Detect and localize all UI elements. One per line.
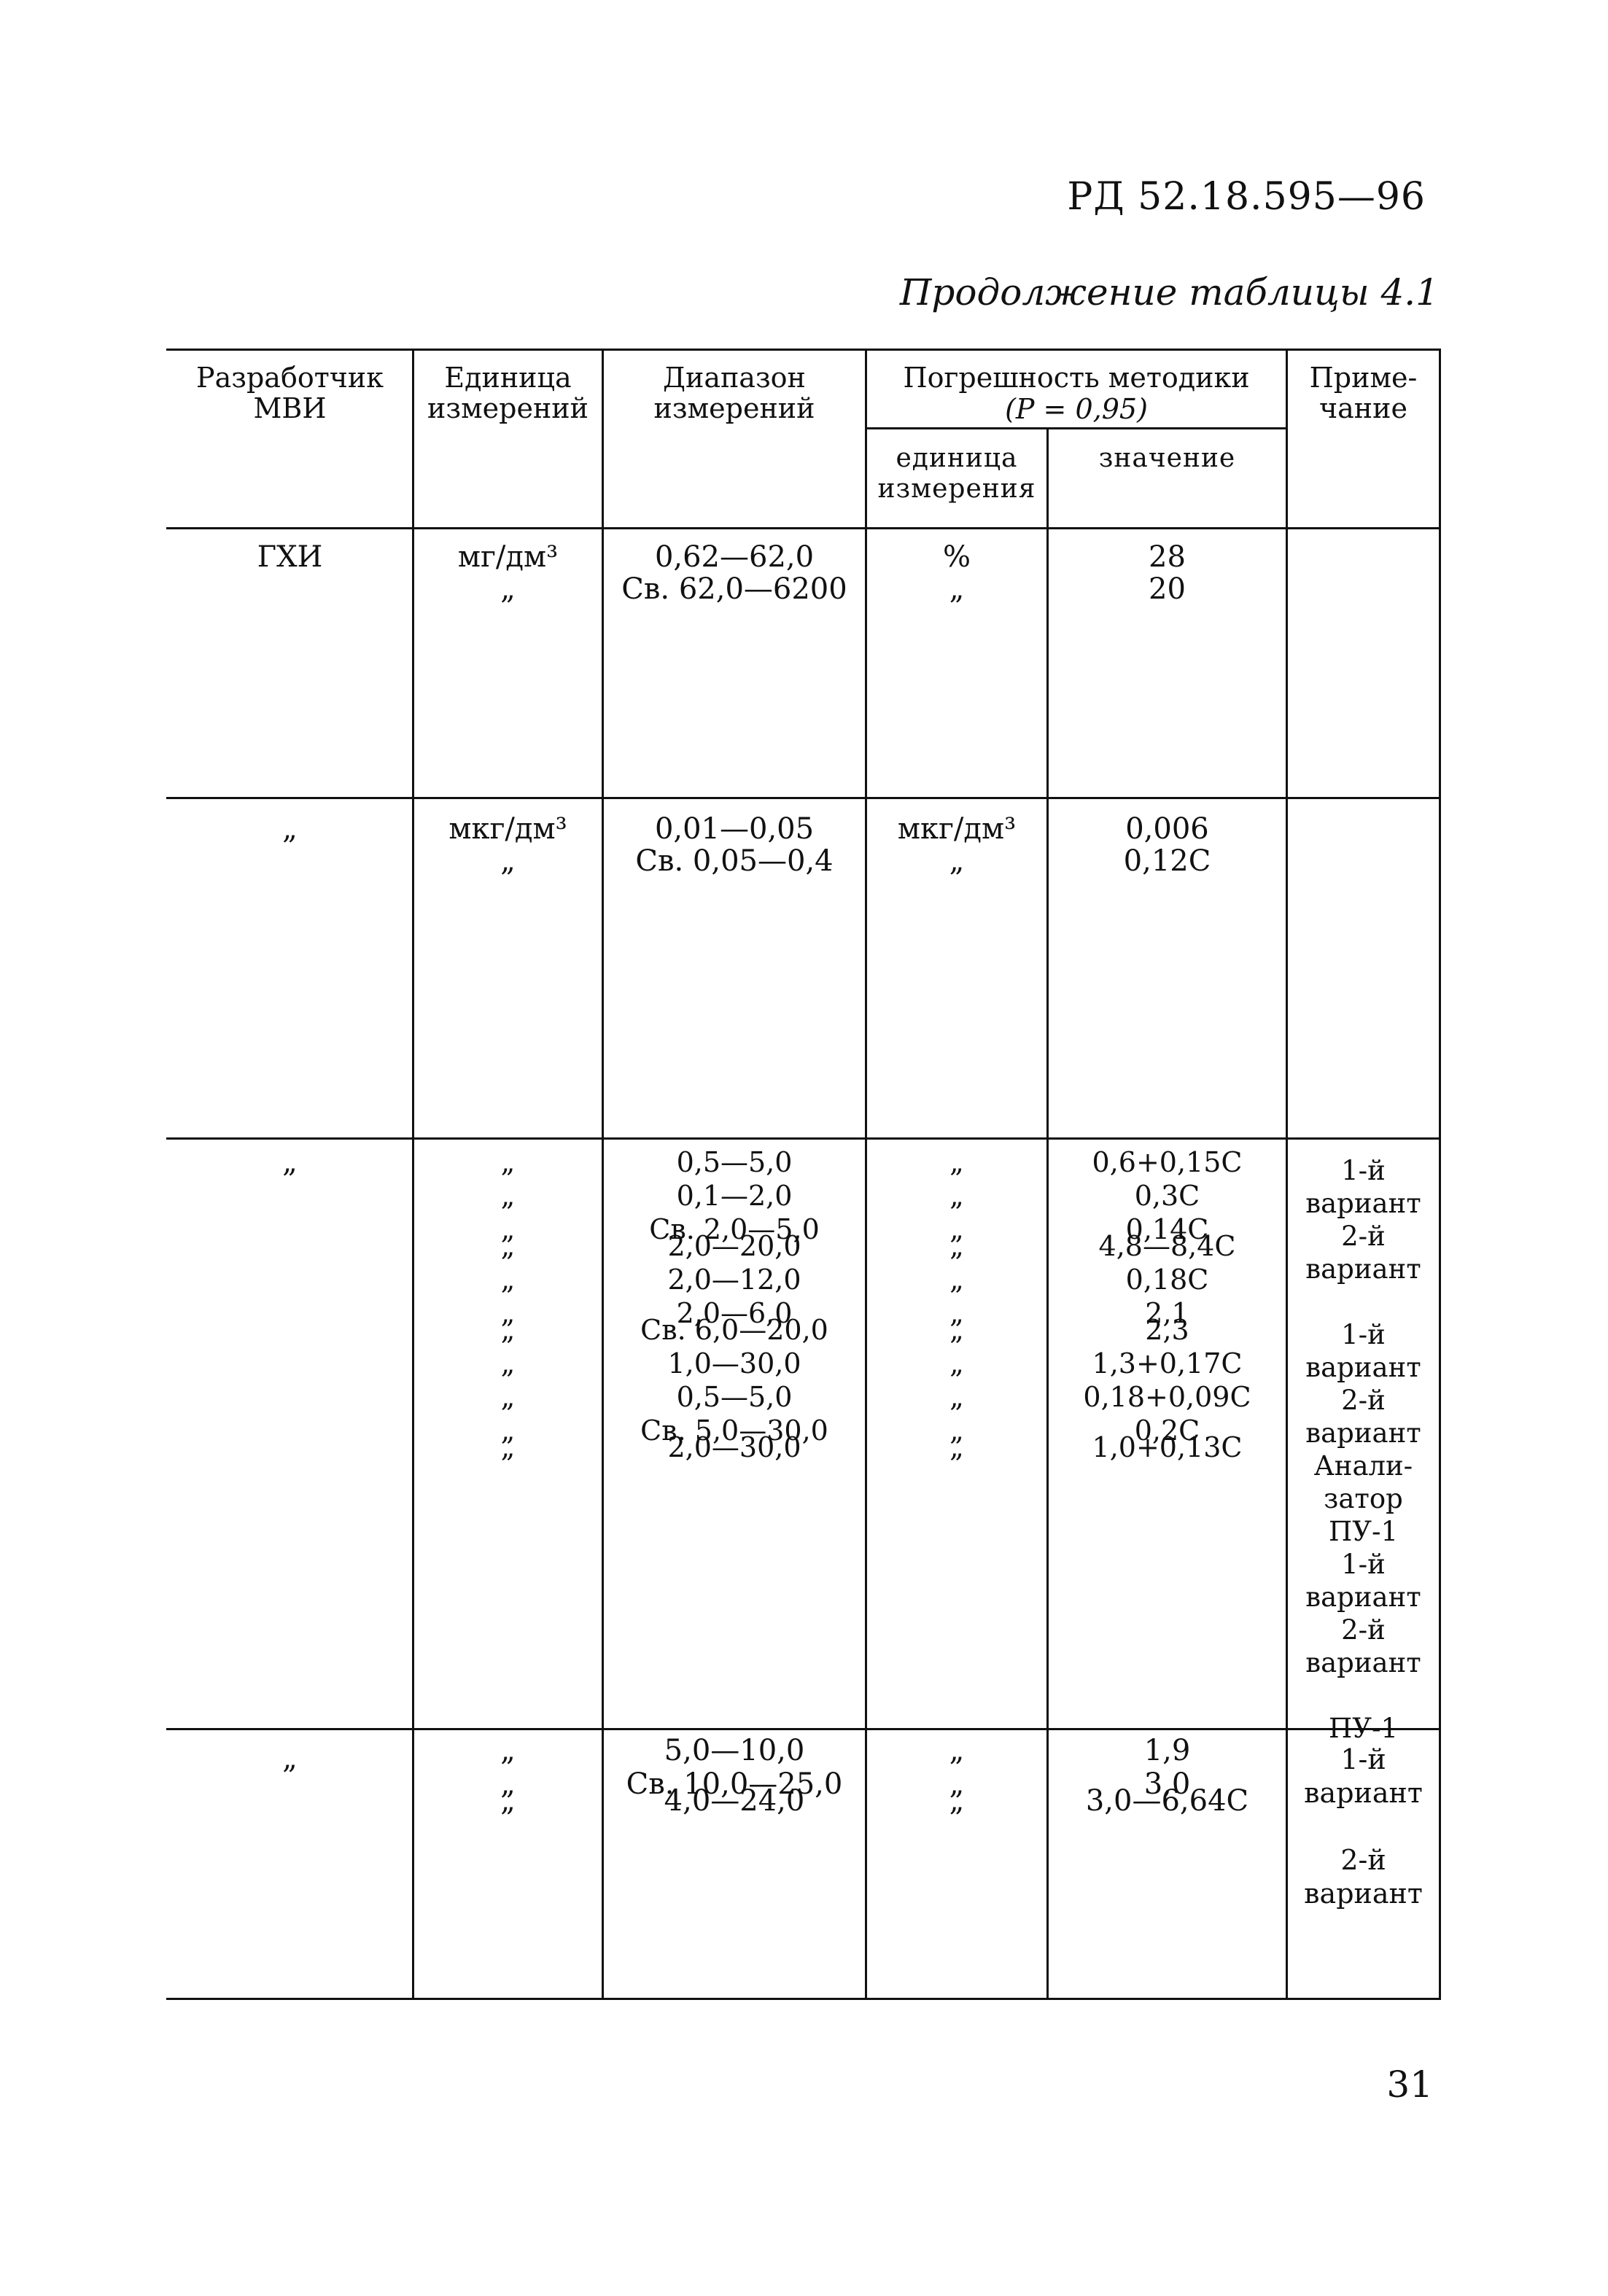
header-error-unit: единица измерения: [877, 443, 1036, 504]
table-caption: Продолжение таблицы 4.1: [899, 271, 1439, 314]
header-unit: Единица измерений: [427, 362, 589, 424]
header-error: Погрешность методики: [903, 362, 1250, 394]
group-2-values: 0,006 0,12C: [1123, 812, 1211, 878]
table-top-border: [166, 349, 1441, 351]
group-3-values: 0,6+0,15C 0,3C 0,14C 4,8—8,4C 0,18C 2,1 2,3 1,3+0,17C 0,18+0,09C 0,2C 1,0+0,13C: [1083, 1146, 1251, 1463]
group-4-units: „ „ „: [500, 1734, 516, 1818]
group-1-ranges: 0,62—62,0 Св. 62,0—6200: [621, 540, 847, 606]
group-divider: [166, 1137, 1441, 1140]
header-bottom-border: [166, 527, 1441, 529]
group-3-units: „ „ „ „ „ „ „ „ „ „ „: [500, 1146, 516, 1463]
table-bottom-border: [166, 1998, 1441, 2000]
header-developer: Разработчик МВИ: [196, 362, 384, 424]
group-4-error-units: „ „ „: [949, 1734, 965, 1818]
header-range: Диапазон измерений: [653, 362, 815, 424]
group-2-error-units: мкг/дм³ „: [897, 812, 1017, 878]
group-4-notes: 1-й вариант 2-й вариант: [1304, 1743, 1423, 1910]
group-4-values: 1,9 3,0 3,0—6,64C: [1085, 1734, 1249, 1818]
group-3-developer: „: [282, 1145, 298, 1179]
group-3-error-units: „ „ „ „ „ „ „ „ „ „ „: [949, 1146, 964, 1463]
group-1-developer: ГХИ: [257, 540, 323, 574]
group-2-ranges: 0,01—0,05 Св. 0,05—0,4: [635, 812, 834, 878]
group-3-notes: 1-й вариант 2-й вариант 1-й вариант 2-й вариант Анали- затор ПУ-1 1-й вариант 2-й вариант ПУ-1: [1305, 1155, 1421, 1744]
table-right-border: [1439, 349, 1441, 1999]
group-1-units: мг/дм³ „: [457, 540, 559, 606]
header-error-value: значение: [1098, 443, 1236, 473]
header-split-line: [866, 427, 1288, 429]
header-note: Приме- чание: [1309, 362, 1418, 424]
group-1-values: 28 20: [1149, 540, 1186, 606]
group-2-units: мкг/дм³ „: [448, 812, 567, 878]
document-code: РД 52.18.595—96: [1067, 175, 1426, 219]
group-3-ranges: 0,5—5,0 0,1—2,0 Св. 2,0—5,0 2,0—20,0 2,0—12,0 2,0—6,0 Св. 6,0—20,0 1,0—30,0 0,5—5,0 Св. 5,0—30,0 2,0—30,0: [640, 1146, 828, 1463]
group-4-developer: „: [282, 1742, 298, 1775]
group-1-error-units: % „: [942, 540, 971, 606]
group-4-ranges: 5,0—10,0 Св. 10,0—25,0 4,0—24,0: [626, 1734, 843, 1818]
group-divider: [166, 1728, 1441, 1730]
group-2-developer: „: [282, 812, 298, 846]
group-divider: [166, 797, 1441, 799]
header-error-p: (P = 0,95): [1005, 393, 1148, 425]
page-number: 31: [1386, 2063, 1433, 2106]
